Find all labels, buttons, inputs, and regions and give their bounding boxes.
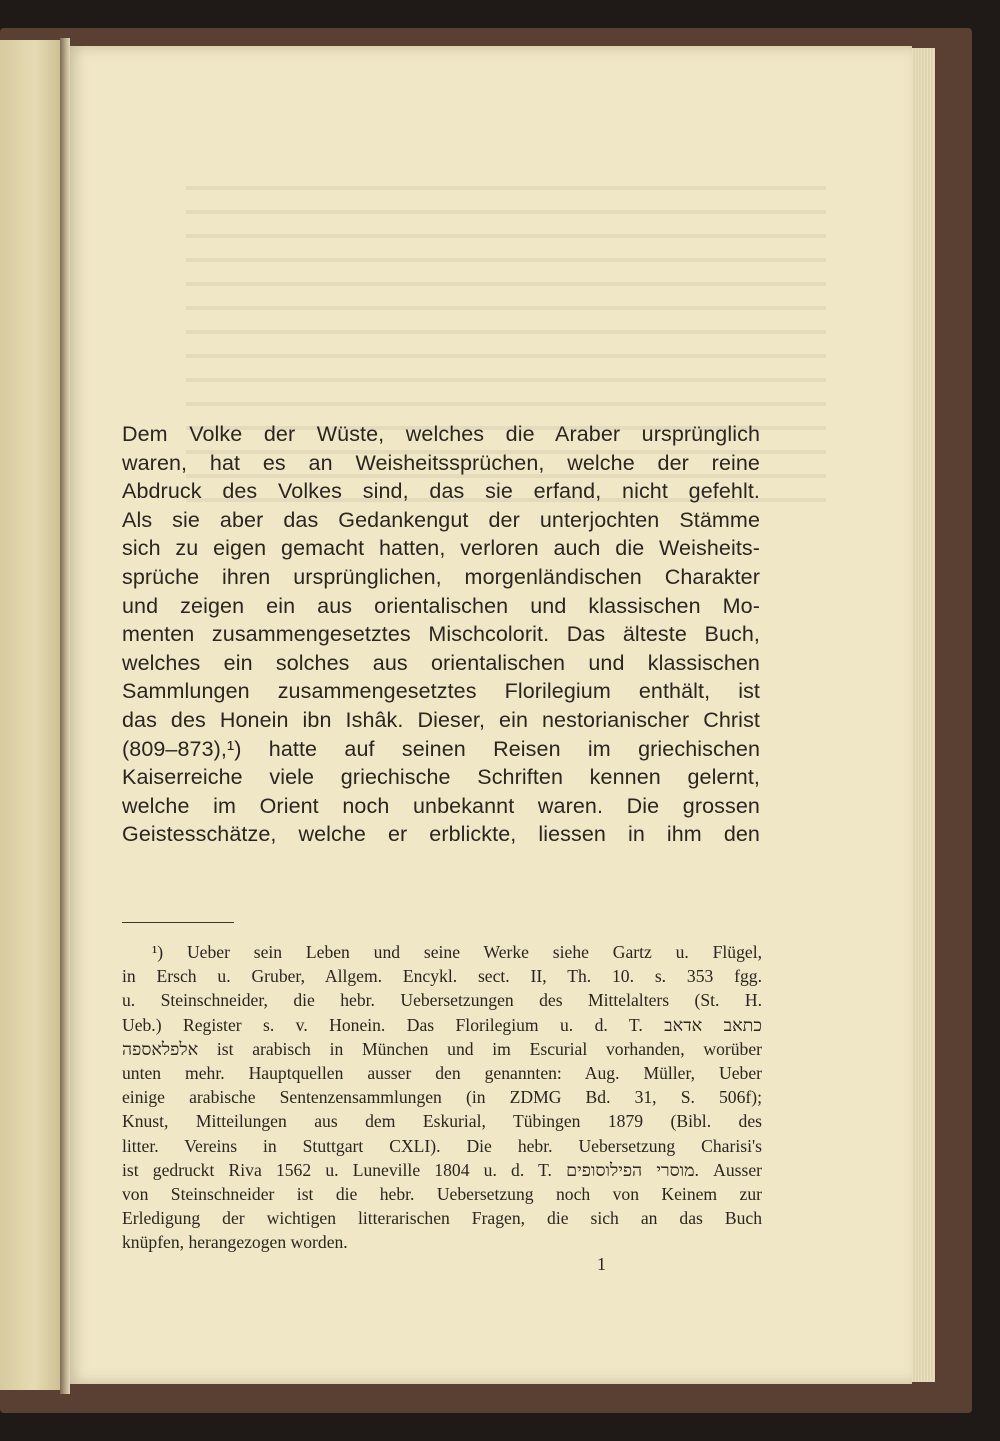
- footnote-line: von Steinschneider ist die hebr. Uebersetzung noch von Keinem zur: [122, 1184, 762, 1205]
- body-line: Als sie aber das Gedankengut der unterjochten Stämme: [122, 507, 760, 532]
- footnote-separator: [122, 922, 234, 923]
- main-paragraph: [122, 420, 760, 849]
- spine-gutter: [60, 38, 70, 1394]
- left-page-edge: [0, 40, 62, 1390]
- footnote-line: unten mehr. Hauptquellen ausser den genannten: Aug. Müller, Ueber: [122, 1063, 762, 1084]
- body-line: Sammlungen zusammengesetztes Florilegium enthält, ist: [122, 679, 760, 704]
- footnote-line: אלפלאספה ist arabisch in München und im Escurial vorhanden, worüber: [122, 1038, 762, 1059]
- body-line: das des Honein ibn Ishâk. Dieser, ein nestorianischer Christ: [122, 707, 760, 732]
- footnote-line: einige arabische Sentenzensammlungen (in ZDMG Bd. 31, S. 506f);: [122, 1087, 762, 1108]
- footnote-line: knüpfen, herangezogen worden.: [122, 1232, 348, 1253]
- footnote-line: Erledigung der wichtigen litterarischen Fragen, die sich an das Buch: [122, 1208, 762, 1229]
- body-line: Kaiserreiche viele griechische Schriften kennen gelernt,: [122, 765, 760, 790]
- body-line: Abdruck des Volkes sind, das sie erfand, nicht gefehlt.: [122, 479, 760, 504]
- body-line: Geistesschätze, welche er erblickte, liessen in ihm den: [122, 822, 760, 847]
- body-line: sprüche ihren ursprünglichen, morgenländischen Charakter: [122, 564, 760, 589]
- footnote-line: in Ersch u. Gruber, Allgem. Encykl. sect. II, Th. 10. s. 353 fgg.: [122, 966, 762, 987]
- body-line: und zeigen ein aus orientalischen und klassischen Mo-: [122, 593, 760, 618]
- footnote-line: u. Steinschneider, die hebr. Uebersetzungen des Mittelalters (St. H.: [122, 990, 762, 1011]
- body-line: sich zu eigen gemacht hatten, verloren auch die Weisheits-: [122, 536, 760, 561]
- footnote-line: ist gedruckt Riva 1562 u. Luneville 1804 u. d. T. מוסרי הפילוסופים. Ausser: [122, 1159, 762, 1180]
- footnote: [122, 940, 762, 1255]
- footnote-line: Knust, Mitteilungen aus dem Eskurial, Tübingen 1879 (Bibl. des: [122, 1111, 762, 1132]
- body-line: welche im Orient noch unbekannt waren. Die grossen: [122, 793, 760, 818]
- footnote-line: Ueb.) Register s. v. Honein. Das Florilegium u. d. T. כתאב אדאב: [122, 1014, 762, 1035]
- body-line: menten zusammengesetztes Mischcolorit. Das älteste Buch,: [122, 622, 760, 647]
- footnote-line: ¹) Ueber sein Leben und seine Werke siehe Gartz u. Flügel,: [152, 942, 762, 962]
- body-line: waren, hat es an Weisheitssprüchen, welche der reine: [122, 450, 760, 475]
- body-line: Dem Volke der Wüste, welches die Araber ursprünglich: [122, 422, 760, 446]
- body-line: welches ein solches aus orientalischen und klassischen: [122, 650, 760, 675]
- footnote-line: litter. Vereins in Stuttgart CXLI). Die hebr. Uebersetzung Charisi's: [122, 1135, 762, 1156]
- body-line: (809–873),¹) hatte auf seinen Reisen im griechischen: [122, 736, 760, 761]
- page-number: 1: [597, 1254, 606, 1274]
